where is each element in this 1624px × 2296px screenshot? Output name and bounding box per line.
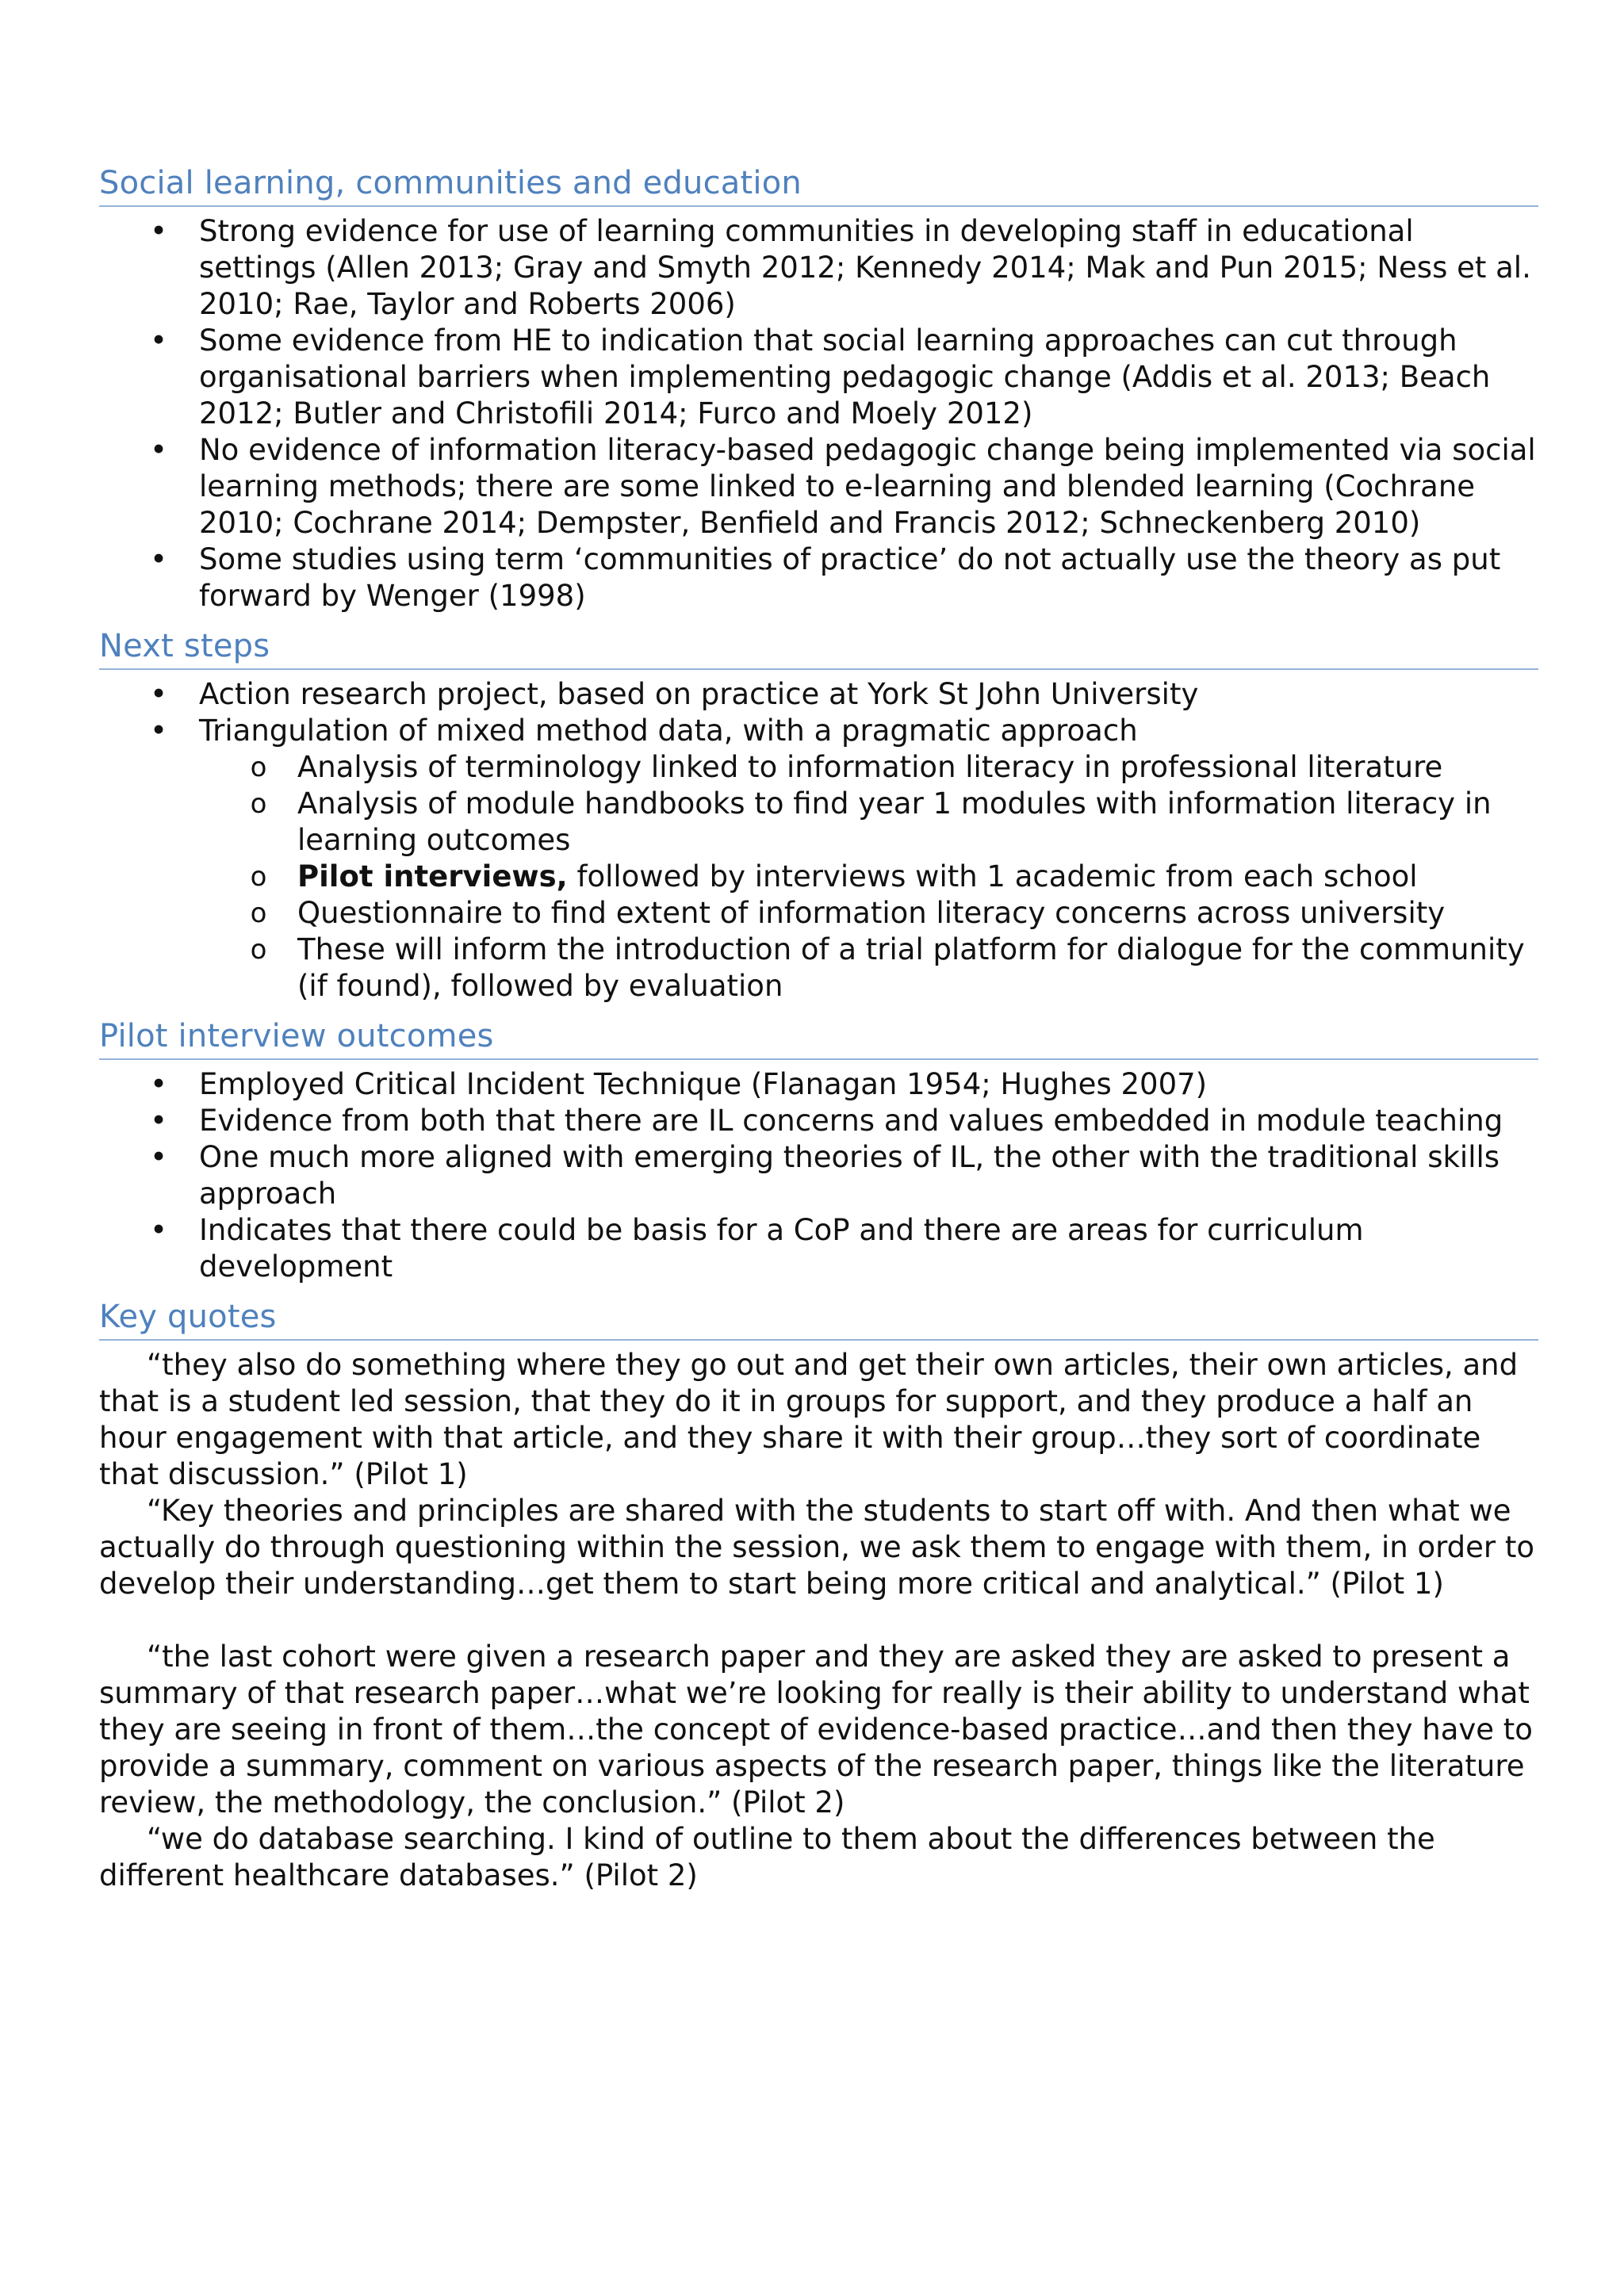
list-item-text: Evidence from both that there are IL concerns and values embedded in module teaching: [199, 1104, 1503, 1138]
sub-list-item: [99, 749, 1538, 786]
bullet-list-social-learning: [99, 213, 1538, 614]
circle-bullet-icon: o: [250, 752, 267, 783]
list-item-text: Some studies using term ‘communities of practice’ do not actually use the theory as put forward by Wenger (1998): [199, 542, 1501, 613]
bullet-icon: •: [150, 1213, 167, 1247]
sub-list-item: [99, 859, 1538, 895]
section-key-quotes: [99, 1296, 1538, 1894]
list-item: [99, 323, 1538, 432]
quote-paragraph: “the last cohort were given a research paper and they are asked they are asked to present a summary of that research paper…what we’re looking for really is their ability to understand what they are seeing in front of them…the concept of evidence-based practice…and then they have to provide a summary, comment on various aspects of the research paper, things like the literature review, the methodology, the conclusion.” (Pilot 2): [99, 1640, 1533, 1820]
quote-paragraph: “Key theories and principles are shared with the students to start off with. And then what we actually do through questioning within the session, we ask them to engage with them, in order to develop their understanding…get them to start being more critical and analytical.” (Pilot 1): [99, 1494, 1535, 1601]
section-pilot-outcomes: [99, 1016, 1538, 1285]
list-item-text: Strong evidence for use of learning communities in developing staff in educational settings (Allen 2013; Gray and Smyth 2012; Kennedy 2014; Mak and Pun 2015; Ness et al. 2010; Rae, Taylor and Roberts 2006): [199, 214, 1531, 321]
list-item: [99, 432, 1538, 541]
bullet-list-pilot-outcomes: [99, 1066, 1538, 1285]
list-item: [99, 1066, 1538, 1103]
sub-item-text: These will inform the introduction of a trial platform for dialogue for the community (if found), followed by evaluation: [297, 932, 1525, 1003]
list-item: [99, 1103, 1538, 1139]
list-item: [99, 713, 1538, 749]
bullet-icon: •: [150, 1140, 167, 1174]
list-item: [99, 213, 1538, 323]
bullet-icon: •: [150, 1067, 167, 1101]
list-item: [99, 676, 1538, 713]
sub-item-text: followed by interviews with 1 academic from each school: [567, 859, 1418, 894]
list-item-text: One much more aligned with emerging theories of IL, the other with the traditional skills approach: [199, 1140, 1500, 1211]
circle-bullet-icon: o: [250, 861, 267, 893]
paragraph-spacer: [99, 1602, 1538, 1639]
heading-next-steps: Next steps: [99, 626, 1538, 670]
sub-item-text: Questionnaire to find extent of information literacy concerns across university: [297, 896, 1446, 930]
sub-item-bold-text: Pilot interviews,: [297, 859, 568, 894]
sub-list-methods: [99, 749, 1538, 1004]
circle-bullet-icon: o: [250, 897, 267, 929]
sub-item-text: Analysis of module handbooks to find year 1 modules with information literacy in learning outcomes: [297, 786, 1492, 857]
circle-bullet-icon: o: [250, 788, 267, 820]
heading-pilot-outcomes: Pilot interview outcomes: [99, 1016, 1538, 1060]
quotes-block: [99, 1347, 1538, 1894]
circle-bullet-icon: o: [250, 934, 267, 966]
bullet-list-next-steps: [99, 676, 1538, 749]
bullet-icon: •: [150, 714, 167, 748]
list-item-text: Triangulation of mixed method data, with a pragmatic approach: [199, 714, 1138, 748]
list-item-text: Some evidence from HE to indication that social learning approaches can cut through organisational barriers when implementing pedagogic change (Addis et al. 2013; Beach 2012; Butler and Christofili 2014; Furco and Moely 2012): [199, 323, 1491, 430]
sub-list-item: [99, 932, 1538, 1004]
heading-social-learning: Social learning, communities and education: [99, 163, 1538, 207]
list-item: [99, 1139, 1538, 1212]
list-item-text: Indicates that there could be basis for a CoP and there are areas for curriculum development: [199, 1213, 1364, 1284]
list-item-text: No evidence of information literacy-based pedagogic change being implemented via social learning methods; there are some linked to e-learning and blended learning (Cochrane 2010; Cochrane 2014; Dempster, Benfield and Francis 2012; Schneckenberg 2010): [199, 433, 1536, 540]
section-social-learning: [99, 163, 1538, 614]
bullet-icon: •: [150, 1104, 167, 1138]
list-item-text: Action research project, based on practice at York St John University: [199, 677, 1199, 711]
sub-item-text: Analysis of terminology linked to information literacy in professional literature: [297, 750, 1443, 784]
bullet-icon: •: [150, 323, 167, 358]
list-item-text: Employed Critical Incident Technique (Flanagan 1954; Hughes 2007): [199, 1067, 1208, 1101]
bullet-icon: •: [150, 542, 167, 576]
sub-list-item: [99, 895, 1538, 932]
list-item: [99, 1212, 1538, 1285]
sub-list-item: [99, 786, 1538, 859]
bullet-icon: •: [150, 433, 167, 467]
quote-paragraph: “we do database searching. I kind of outline to them about the differences between the different healthcare databases.” (Pilot 2): [99, 1822, 1435, 1892]
bullet-icon: •: [150, 214, 167, 248]
list-item: [99, 541, 1538, 614]
section-next-steps: [99, 626, 1538, 1004]
quote-paragraph: “they also do something where they go out and get their own articles, their own articles, and that is a student led session, that they do it in groups for support, and they produce a half an hour engagement with that article, and they share it with their group…they sort of coordinate that discussion.” (Pilot 1): [99, 1348, 1519, 1491]
bullet-icon: •: [150, 677, 167, 711]
document-page: [99, 163, 1538, 1905]
heading-key-quotes: Key quotes: [99, 1296, 1538, 1341]
